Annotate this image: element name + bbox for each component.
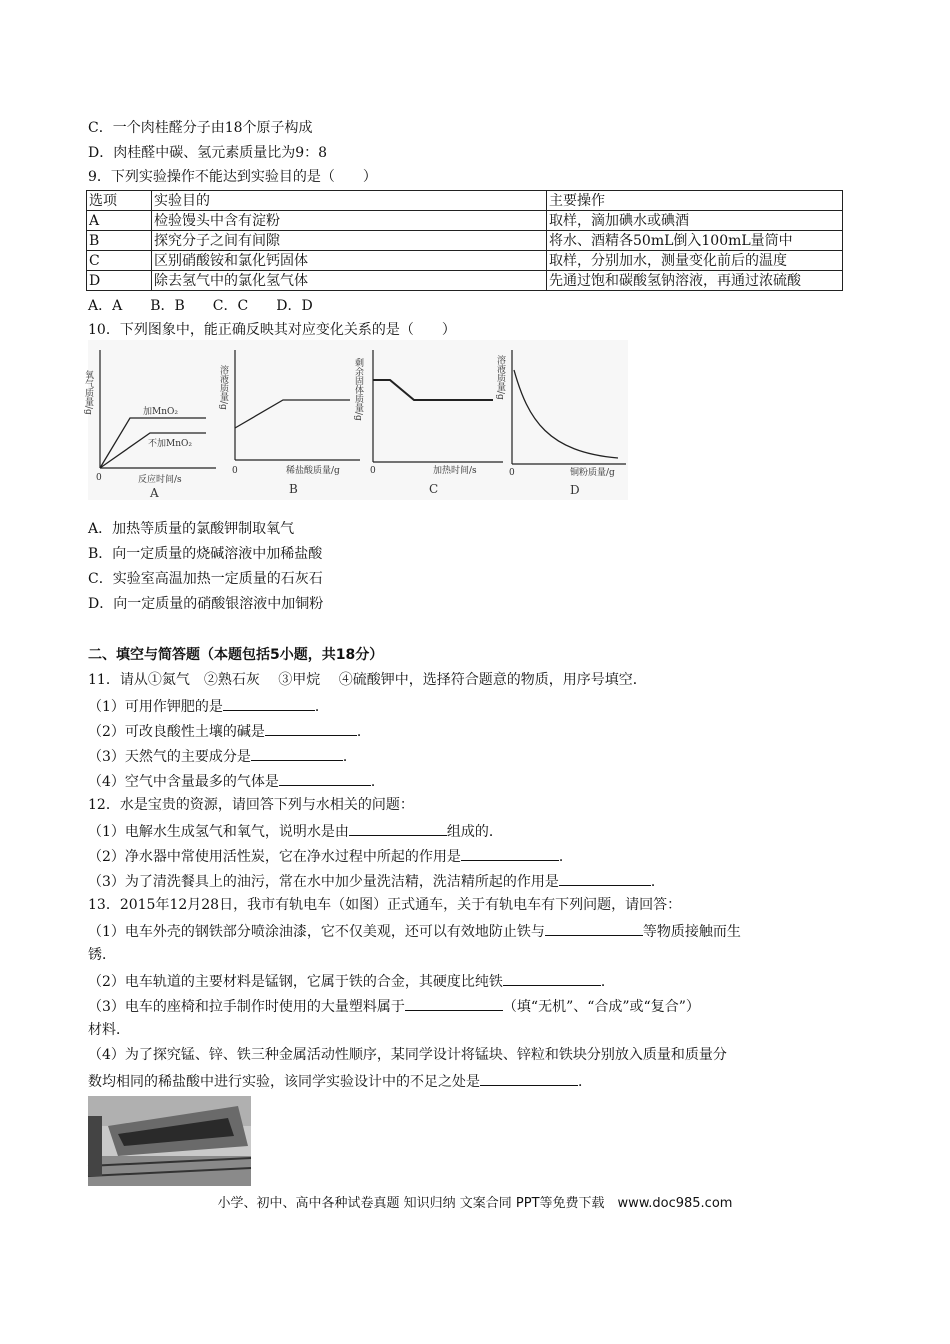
table-cell: D	[87, 271, 152, 291]
table-cell: 除去氢气中的氯化氢气体	[152, 271, 547, 291]
q10-option-d: D．向一定质量的硝酸银溶液中加铜粉	[88, 596, 324, 612]
table-header-row	[87, 191, 843, 211]
graph-c-xlabel: 加热时间/s	[433, 466, 477, 476]
table-cell: 先通过饱和碳酸氢钠溶液，再通过浓硫酸	[547, 271, 843, 291]
q10-stem: 10．下列图象中，能正确反映其对应变化关系的是（ ）	[88, 322, 456, 338]
answer-blank[interactable]	[265, 720, 357, 736]
table-header-cell: 选项	[87, 191, 152, 211]
table-cell: 将水、酒精各50mL倒入100mL量筒中	[547, 231, 843, 251]
graph-a-xlabel: 反应时间/s	[138, 475, 182, 485]
answer-blank[interactable]	[279, 770, 371, 786]
graph-b-ylabel: 溶液质量/g	[218, 365, 228, 410]
table-row	[87, 211, 843, 231]
q12-part-1-text: （1）电解水生成氢气和氧气，说明水是由	[88, 824, 349, 840]
answer-blank[interactable]	[405, 995, 503, 1011]
q12-part-3-text: （3）为了清洗餐具上的油污，常在水中加少量洗洁精，洗洁精所起的作用是	[88, 874, 559, 890]
q13-part-1-text: （1）电车外壳的钢铁部分喷涂油漆，它不仅美观，还可以有效地防止铁与	[88, 924, 545, 940]
q10-option-a: A．加热等质量的氯酸钾制取氧气	[88, 521, 295, 537]
table-cell: C	[87, 251, 152, 271]
graph-c-ylabel: 剩余固体质量/g	[353, 358, 363, 421]
q12-stem: 12．水是宝贵的资源，请回答下列与水相关的问题：	[88, 797, 414, 813]
table-row	[87, 251, 843, 271]
period: ．	[342, 749, 357, 765]
q11-stem: 11．请从①氮气 ②熟石灰 ③甲烷 ④硫酸钾中，选择符合题意的物质，用序号填空．	[88, 672, 647, 688]
q10-option-c: C．实验室高温加热一定质量的石灰石	[88, 571, 323, 587]
graph-b-xlabel: 稀盐酸质量/g	[286, 466, 340, 476]
q12-part-3	[88, 870, 665, 892]
table-cell: 区别硝酸铵和氯化钙固体	[152, 251, 547, 271]
q13-part-4: （4）为了探究锰、锌、铁三种金属活动性顺序，某同学设计将锰块、锌粒和铁块分别放入质量和质量分	[88, 1047, 727, 1063]
answer-blank[interactable]	[559, 870, 651, 886]
graph-c-origin: 0	[370, 466, 376, 476]
graph-a	[83, 350, 216, 500]
graph-b-curve	[235, 400, 350, 428]
q13-part-2-text: （2）电车轨道的主要材料是锰钢，它属于铁的合金，其硬度比纯铁	[88, 974, 503, 990]
q13-part-3-hint: （填“无机”、“合成”或“复合”）	[502, 999, 700, 1015]
table-cell: A	[87, 211, 152, 231]
answer-blank[interactable]	[223, 695, 315, 711]
table-cell: 探究分子之间有间隙	[152, 231, 547, 251]
answer-blank[interactable]	[461, 845, 559, 861]
q8-option-c: C．一个肉桂醛分子由18个原子构成	[88, 120, 313, 136]
q11-part-2	[88, 720, 371, 742]
q12-part-2-text: （2）净水器中常使用活性炭，它在净水过程中所起的作用是	[88, 849, 461, 865]
q9-stem: 9．下列实验操作不能达到实验目的是（ ）	[88, 169, 377, 185]
section-2-title: 二、填空与简答题（本题包括5小题，共18分）	[88, 647, 384, 663]
q13-part-3-wrap: 材料．	[88, 1022, 130, 1038]
graph-d-ylabel: 溶液质量/g	[495, 355, 505, 400]
page-footer: 小学、初中、高中各种试卷真题 知识归纳 文案合同 PPT等免费下载 www.doc985.com	[217, 1196, 733, 1211]
q11-part-3-text: （3）天然气的主要成分是	[88, 749, 251, 765]
q11-part-3	[88, 745, 357, 767]
period: ．	[578, 1074, 592, 1090]
graph-a-ylabel: 氧气质量/g	[83, 370, 93, 415]
graph-d-letter: D	[570, 483, 580, 497]
answer-blank[interactable]	[503, 970, 601, 986]
q12-part-2	[88, 845, 573, 867]
graph-b	[218, 350, 360, 496]
table-cell: 取样，滴加碘水或碘酒	[547, 211, 843, 231]
table-cell: B	[87, 231, 152, 251]
graph-a-curve1-label: 加MnO₂	[143, 407, 178, 417]
q13-part-1	[88, 920, 741, 942]
q12-part-1-end: 组成的．	[446, 824, 503, 840]
q12-part-1	[88, 820, 503, 842]
graph-a-letter: A	[150, 486, 159, 500]
period: ．	[650, 874, 665, 890]
table-cell: 取样，分别加水，测量变化前后的温度	[547, 251, 843, 271]
table-row	[87, 271, 843, 291]
graph-c-letter: C	[429, 482, 439, 496]
graph-a-origin: 0	[96, 473, 102, 483]
q13-part-3-text: （3）电车的座椅和拉手制作时使用的大量塑料属于	[88, 999, 405, 1015]
q9-table	[86, 190, 843, 291]
q10-graphs	[83, 340, 628, 500]
answer-blank[interactable]	[251, 745, 343, 761]
q11-part-1-text: （1）可用作钾肥的是	[88, 699, 223, 715]
q9-answer-options: A．A B．B C．C D．D	[88, 298, 313, 314]
graph-a-curve2-label: 不加MnO₂	[148, 439, 192, 449]
q13-part-4-text: 数均相同的稀盐酸中进行实验，该同学实验设计中的不足之处是	[88, 1074, 480, 1090]
q8-option-d: D．肉桂醛中碳、氢元素质量比为9：8	[88, 145, 328, 161]
q11-part-4-text: （4）空气中含量最多的气体是	[88, 774, 279, 790]
q13-part-4-wrap	[88, 1070, 592, 1092]
graph-c-curve	[373, 380, 493, 400]
table-header-cell: 实验目的	[152, 191, 547, 211]
q11-part-2-text: （2）可改良酸性土壤的碱是	[88, 724, 265, 740]
tram-photo	[88, 1096, 251, 1186]
graph-b-origin: 0	[232, 466, 238, 476]
period: ．	[558, 849, 573, 865]
q13-part-1-cont: 等物质接触而生	[642, 924, 741, 940]
graph-d	[495, 350, 626, 497]
graph-c	[353, 350, 503, 496]
q10-option-b: B．向一定质量的烧碱溶液中加稀盐酸	[88, 546, 323, 562]
table-row	[87, 231, 843, 251]
graph-d-curve	[514, 370, 618, 458]
table-header-cell: 主要操作	[547, 191, 843, 211]
answer-blank[interactable]	[480, 1070, 578, 1086]
q11-part-1	[88, 695, 329, 717]
table-cell: 检验馒头中含有淀粉	[152, 211, 547, 231]
q11-part-4	[88, 770, 385, 792]
q13-part-1-wrap: 锈．	[88, 947, 116, 963]
q13-stem: 13．2015年12月28日，我市有轨电车（如图）正式通车，关于有轨电车有下列问题，请回答：	[88, 897, 682, 913]
period: ．	[314, 699, 329, 715]
q13-part-2	[88, 970, 615, 992]
answer-blank[interactable]	[349, 820, 447, 836]
graph-d-origin: 0	[509, 468, 515, 478]
period: ．	[600, 974, 615, 990]
graph-d-xlabel: 铜粉质量/g	[570, 468, 615, 478]
q13-part-3	[88, 995, 700, 1017]
graph-b-letter: B	[289, 482, 298, 496]
period: ．	[370, 774, 385, 790]
answer-blank[interactable]	[545, 920, 643, 936]
period: ．	[356, 724, 371, 740]
